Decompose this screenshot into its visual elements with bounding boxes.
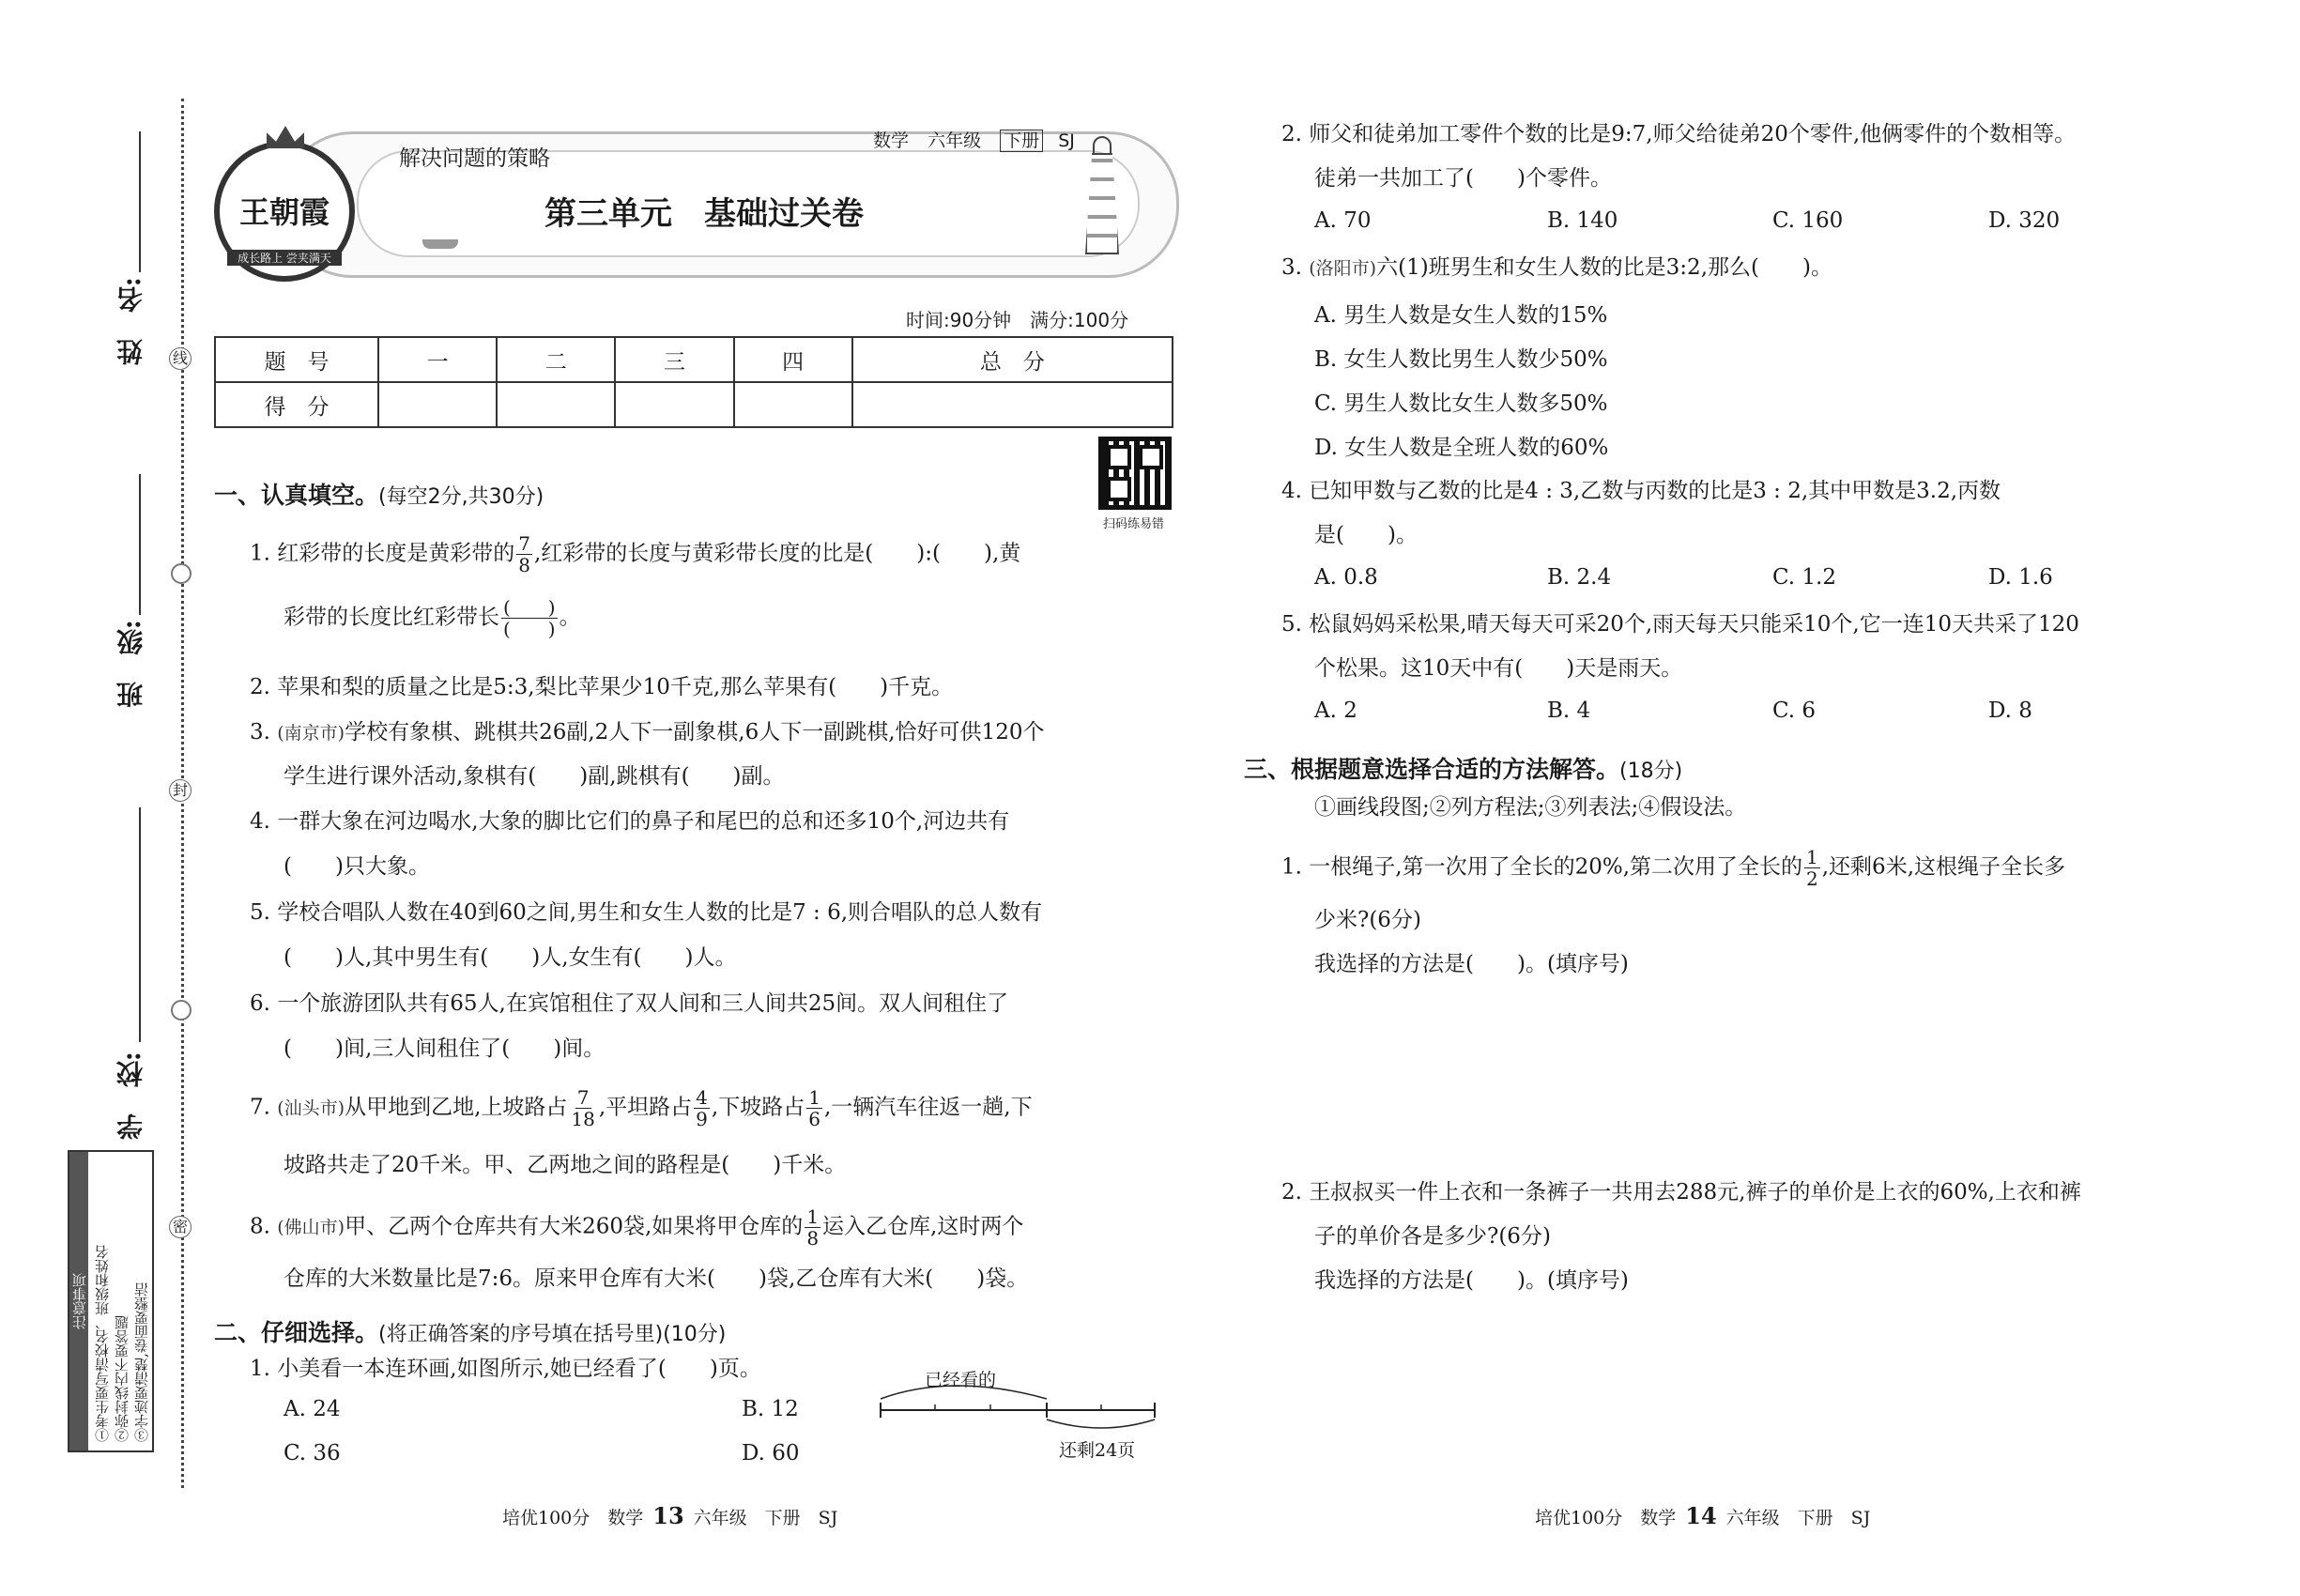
notice-title: 注意事项 (69, 1152, 88, 1450)
q-text: 子的单价各是多少?(6分) (1314, 1224, 1551, 1249)
score-header-cell: 题 号 (215, 337, 378, 382)
option-c[interactable]: C. 1.2 (1772, 565, 1836, 590)
q-text: 学校有象棋、跳棋共26副,2人下一副象棋,6人下一副跳棋,恰好可供120个 (345, 720, 1045, 744)
page-number: 13 (652, 1502, 684, 1529)
q-text: ①画线段图;②列方程法;③列表法;④假设法。 (1314, 795, 1747, 820)
diagram-label-left: 还剩24页 (1059, 1440, 1136, 1461)
option-d[interactable]: D. 60 (742, 1441, 800, 1466)
score-header-cell: 三 (615, 337, 733, 382)
brand-logo (214, 141, 355, 282)
q-text: 苹果和梨的质量之比是5:3,梨比苹果少10千克,那么苹果有( )千克。 (277, 675, 954, 699)
s1-q3-line2 (284, 762, 785, 790)
s3-q2-line2 (1314, 1222, 1551, 1251)
s3-q1-choice[interactable] (1314, 950, 1629, 978)
qr-code (1098, 437, 1172, 510)
section3-title (1244, 751, 1682, 785)
volume: 下册 (1000, 130, 1043, 152)
s1-q7-line1: 7. (汕头市)从甲地到乙地,上坡路占 $\frac{7}{18}$ ,平坦路占 $\frac{4}{9}$ ,下坡路占 $\frac{1}{6}$ ,一辆汽车往返一趟,下 (250, 1086, 1033, 1130)
notice-box (68, 1150, 154, 1452)
q-text: 松鼠妈妈采松果,晴天每天可采20个,雨天每天只能采10个,它一连10天共采了120 (1309, 612, 2079, 637)
class-label: 班 级: (115, 620, 146, 709)
q-text: 徒弟一共加工了( )个零件。 (1314, 166, 1612, 191)
s1-q4-line1: 4. 一群大象在河边喝水,大象的脚比它们的鼻子和尾巴的总和还多10个,河边共有 (250, 809, 1010, 834)
name-field[interactable] (139, 131, 141, 272)
score-table (214, 336, 1173, 428)
school-label: 学 校: (115, 1051, 146, 1141)
option-c[interactable]: C. 36 (284, 1441, 341, 1466)
name-label: 姓 名: (115, 277, 146, 366)
cut-line-mark-1: 线 (169, 347, 192, 370)
q-text: 已知甲数与乙数的比是4 : 3,乙数与丙数的比是3 : 2,其中甲数是3.2,丙数 (1309, 479, 2001, 503)
score-cell[interactable] (378, 382, 497, 427)
q-text: 学校合唱队人数在40到60之间,男生和女生人数的比是7 : 6,则合唱队的总人数有 (277, 900, 1043, 925)
s2-q5-line1: 5. 松鼠妈妈采松果,晴天每天可采20个,雨天每天只能采10个,它一连10天共采了120 (1281, 612, 2079, 637)
option-d[interactable]: D. 320 (1988, 208, 2061, 233)
option-d[interactable]: D. 8 (1988, 698, 2032, 723)
q-text: 坡路共走了20千米。甲、乙两地之间的路程是( )千米。 (284, 1153, 847, 1177)
cut-line-mark-3: 密 (169, 1216, 192, 1238)
blank-fraction[interactable]: $\frac{( )}{( )}$ (503, 596, 556, 640)
time-score: 时间:90分钟 满分:100分 (906, 309, 1129, 331)
q-text: 我选择的方法是( )。(填序号) (1314, 1268, 1629, 1293)
q-text: 是( )。 (1314, 523, 1418, 547)
s2-q2-line2 (1314, 164, 1612, 192)
s2-q4-line1: 4. 已知甲数与乙数的比是4 : 3,乙数与丙数的比是3 : 2,其中甲数是3.2,丙数 (1281, 479, 2001, 503)
fraction: $\frac{7}{18}$ (571, 1086, 595, 1130)
s2-q4-line2 (1314, 521, 1418, 549)
q-text: ,红彩带的长度与黄彩带长度的比是( ):( ),黄 (534, 541, 1021, 566)
s2-q3: 3. (洛阳市)六(1)班男生和女生人数的比是3:2,那么( )。 (1281, 255, 1832, 280)
s1-q1-line1 (250, 533, 1020, 575)
q-text: 个松果。这10天中有( )天是雨天。 (1314, 656, 1683, 681)
fraction: $\frac{4}{9}$ (696, 1086, 708, 1130)
fraction: $\frac{1}{6}$ (808, 1086, 820, 1130)
q-text: 少米?(6分) (1314, 908, 1421, 932)
option-a[interactable]: A. 24 (284, 1397, 341, 1421)
diagram-label-read: 已经看的 (925, 1370, 997, 1390)
s3-q1-line2 (1314, 906, 1421, 934)
score-row-label: 得 分 (215, 382, 378, 427)
notice-item: ②弥封线内不要答题 (114, 1315, 130, 1442)
option-b[interactable]: B. 女生人数比男生人数少50% (1314, 347, 1608, 372)
section2-title (214, 1314, 726, 1348)
lighthouse-icon (1080, 136, 1121, 253)
section1-heading: 一、认真填空。 (214, 482, 379, 509)
section2-note: (将正确答案的序号填在括号里)(10分) (378, 1323, 727, 1346)
s1-q6-line1: 6. 一个旅游团队共有65人,在宾馆租住了双人间和三人间共25间。双人间租住了 (250, 991, 1009, 1016)
q-text: 我选择的方法是( )。(填序号) (1314, 952, 1629, 976)
score-header-cell: 总 分 (852, 337, 1173, 382)
boat-icon (422, 239, 458, 249)
s2-q5-line2 (1314, 654, 1682, 683)
q-text: 六(1)班男生和女生人数的比是3:2,那么( )。 (1376, 255, 1832, 280)
class-field[interactable] (139, 474, 141, 615)
s1-q7-line2 (284, 1151, 846, 1179)
score-table-score-row (215, 382, 1173, 427)
section2-heading: 二、仔细选择。 (214, 1319, 379, 1346)
s2-q1: 1. 小美看一本连环画,如图所示,她已经看了( )页。 (250, 1357, 761, 1381)
option-c[interactable]: C. 男生人数比女生人数多50% (1314, 391, 1608, 416)
fraction: $\frac{1}{8}$ (806, 1205, 820, 1250)
s1-q8-line2 (284, 1265, 1028, 1293)
brand-name: 王朝霞 (238, 194, 330, 230)
s1-q5-line1: 5. 学校合唱队人数在40到60之间,男生和女生人数的比是7 : 6,则合唱队的总人数有 (250, 900, 1043, 925)
s3-q2-line1: 2. 王叔叔买一件上衣和一条裤子一共用去288元,裤子的单价是上衣的60%,上衣和裤 (1281, 1180, 2081, 1205)
q-text: 彩带的长度比红彩带长 (284, 605, 499, 630)
source-tag: (南京市) (277, 723, 345, 744)
notice-item: ③字迹要清楚,卷面要整洁 (133, 1282, 150, 1442)
s3-methods (1314, 793, 1746, 821)
option-c[interactable]: C. 6 (1772, 698, 1817, 723)
cut-line-mark-2: 封 (169, 779, 192, 802)
score-header-cell: 二 (497, 337, 615, 382)
answer-area[interactable] (1314, 1310, 2197, 1479)
unit-tag: 解决问题的策略 (399, 146, 550, 171)
q-text: 。 (559, 605, 581, 630)
crown-icon (267, 126, 304, 148)
q-text: 小美看一本连环画,如图所示,她已经看了( )页。 (277, 1357, 761, 1381)
q-text: ,还剩6米,这根绳子全长多 (1821, 854, 2066, 880)
s1-q6-line2 (284, 1035, 605, 1063)
gear-icon (171, 563, 192, 584)
q-text: 红彩带的长度是黄彩带的 (277, 541, 515, 566)
q-text: 师父和徒弟加工零件个数的比是9:7,师父给徒弟20个零件,他俩零件的个数相等。 (1309, 122, 2077, 146)
source-tag: (汕头市) (277, 1097, 345, 1119)
score-header-cell: 一 (378, 337, 497, 382)
footer-left: 培优100分 数学 13 六年级 下册 SJ (502, 1502, 838, 1529)
s1-q8-line1: 8. (佛山市)甲、乙两个仓库共有大米260袋,如果将甲仓库的 $\frac{1}{8}$ 运入乙仓库,这时两个 (250, 1205, 1024, 1250)
section1-note: (每空2分,共30分) (378, 485, 544, 509)
q-text: 王叔叔买一件上衣和一条裤子一共用去288元,裤子的单价是上衣的60%,上衣和裤 (1309, 1180, 2081, 1205)
subject-line (873, 127, 1075, 152)
page-title: 第三单元 基础过关卷 (544, 195, 864, 233)
s3-q1-line1: 1. 一根绳子,第一次用了全长的20%,第二次用了全长的 $\frac{1}{2}$ ,还剩6米,这根绳子全长多 (1281, 846, 2066, 890)
q-text: 学生进行课外活动,象棋有( )副,跳棋有( )副。 (284, 764, 785, 789)
q-text: 一群大象在河边喝水,大象的脚比它们的鼻子和尾巴的总和还多10个,河边共有 (277, 809, 1010, 834)
option-b[interactable]: B. 2.4 (1547, 565, 1612, 590)
section1-title (214, 477, 544, 511)
option-a[interactable]: A. 2 (1314, 698, 1357, 723)
s2-q2-line1: 2. 师父和徒弟加工零件个数的比是9:7,师父给徒弟20个零件,他俩零件的个数相等。 (1281, 122, 2077, 146)
s3-q2-choice[interactable] (1314, 1266, 1629, 1295)
fraction: $\frac{1}{2}$ (1806, 846, 1818, 890)
option-a[interactable]: A. 男生人数是女生人数的15% (1314, 303, 1608, 328)
score-header-cell: 四 (734, 337, 852, 382)
grade: 六年级 (928, 130, 982, 151)
q-text: ( )只大象。 (284, 854, 430, 879)
subject: 数学 (873, 130, 910, 151)
s1-q1-line2 (284, 597, 581, 639)
q-text: 一根绳子,第一次用了全长的20%,第二次用了全长的 (1309, 854, 1803, 880)
fraction: $\frac{7}{8}$ (518, 532, 530, 576)
option-c[interactable]: C. 160 (1772, 208, 1844, 233)
footer-right: 培优100分 数学 14 六年级 下册 SJ (1535, 1502, 1871, 1529)
option-d[interactable]: D. 1.6 (1988, 565, 2053, 590)
q-number: 1. (250, 541, 270, 566)
score-cell[interactable] (852, 382, 1173, 427)
section3-note: (18分) (1619, 760, 1683, 783)
s1-q2: 2. 苹果和梨的质量之比是5:3,梨比苹果少10千克,那么苹果有( )千克。 (250, 675, 954, 699)
score-cell[interactable] (734, 382, 852, 427)
brand-slogan: 成长路上 尝夹满天 (227, 250, 342, 266)
qr-caption: 扫码练易错 (1103, 517, 1165, 531)
source-tag: (洛阳市) (1309, 258, 1377, 279)
option-b[interactable]: B. 12 (742, 1397, 799, 1421)
s1-q4-line2 (284, 852, 430, 881)
source-tag: (佛山市) (277, 1217, 345, 1238)
page-number: 14 (1685, 1502, 1717, 1529)
score-table-header-row (215, 337, 1173, 382)
q-text: ( )间,三人间租住了( )间。 (284, 1036, 606, 1061)
score-cell[interactable] (615, 382, 733, 427)
option-b[interactable]: B. 4 (1547, 698, 1591, 723)
q-text: 一个旅游团队共有65人,在宾馆租住了双人间和三人间共25间。双人间租住了 (277, 991, 1009, 1016)
s1-q3-line1: 3. (南京市)学校有象棋、跳棋共26副,2人下一副象棋,6人下一副跳棋,恰好可供120个 (250, 720, 1045, 744)
q-text: 仓库的大米数量比是7:6。原来甲仓库有大米( )袋,乙仓库有大米( )袋。 (284, 1266, 1029, 1291)
option-b[interactable]: B. 140 (1547, 208, 1618, 233)
option-d[interactable]: D. 女生人数是全班人数的60% (1314, 436, 1609, 460)
option-a[interactable]: A. 70 (1314, 208, 1372, 233)
option-a[interactable]: A. 0.8 (1314, 565, 1378, 590)
answer-area[interactable] (1314, 990, 2197, 1159)
gear-icon (171, 1000, 192, 1021)
s1-q5-line2 (284, 944, 736, 972)
school-field[interactable] (139, 807, 141, 1042)
edition: SJ (1058, 130, 1075, 151)
q-text: ( )人,其中男生有( )人,女生有( )人。 (284, 945, 737, 970)
section3-heading: 三、根据题意选择合适的方法解答。 (1244, 756, 1620, 783)
score-cell[interactable] (497, 382, 615, 427)
notice-item: ①考生要写清校名、班级和姓名 (94, 1245, 111, 1442)
